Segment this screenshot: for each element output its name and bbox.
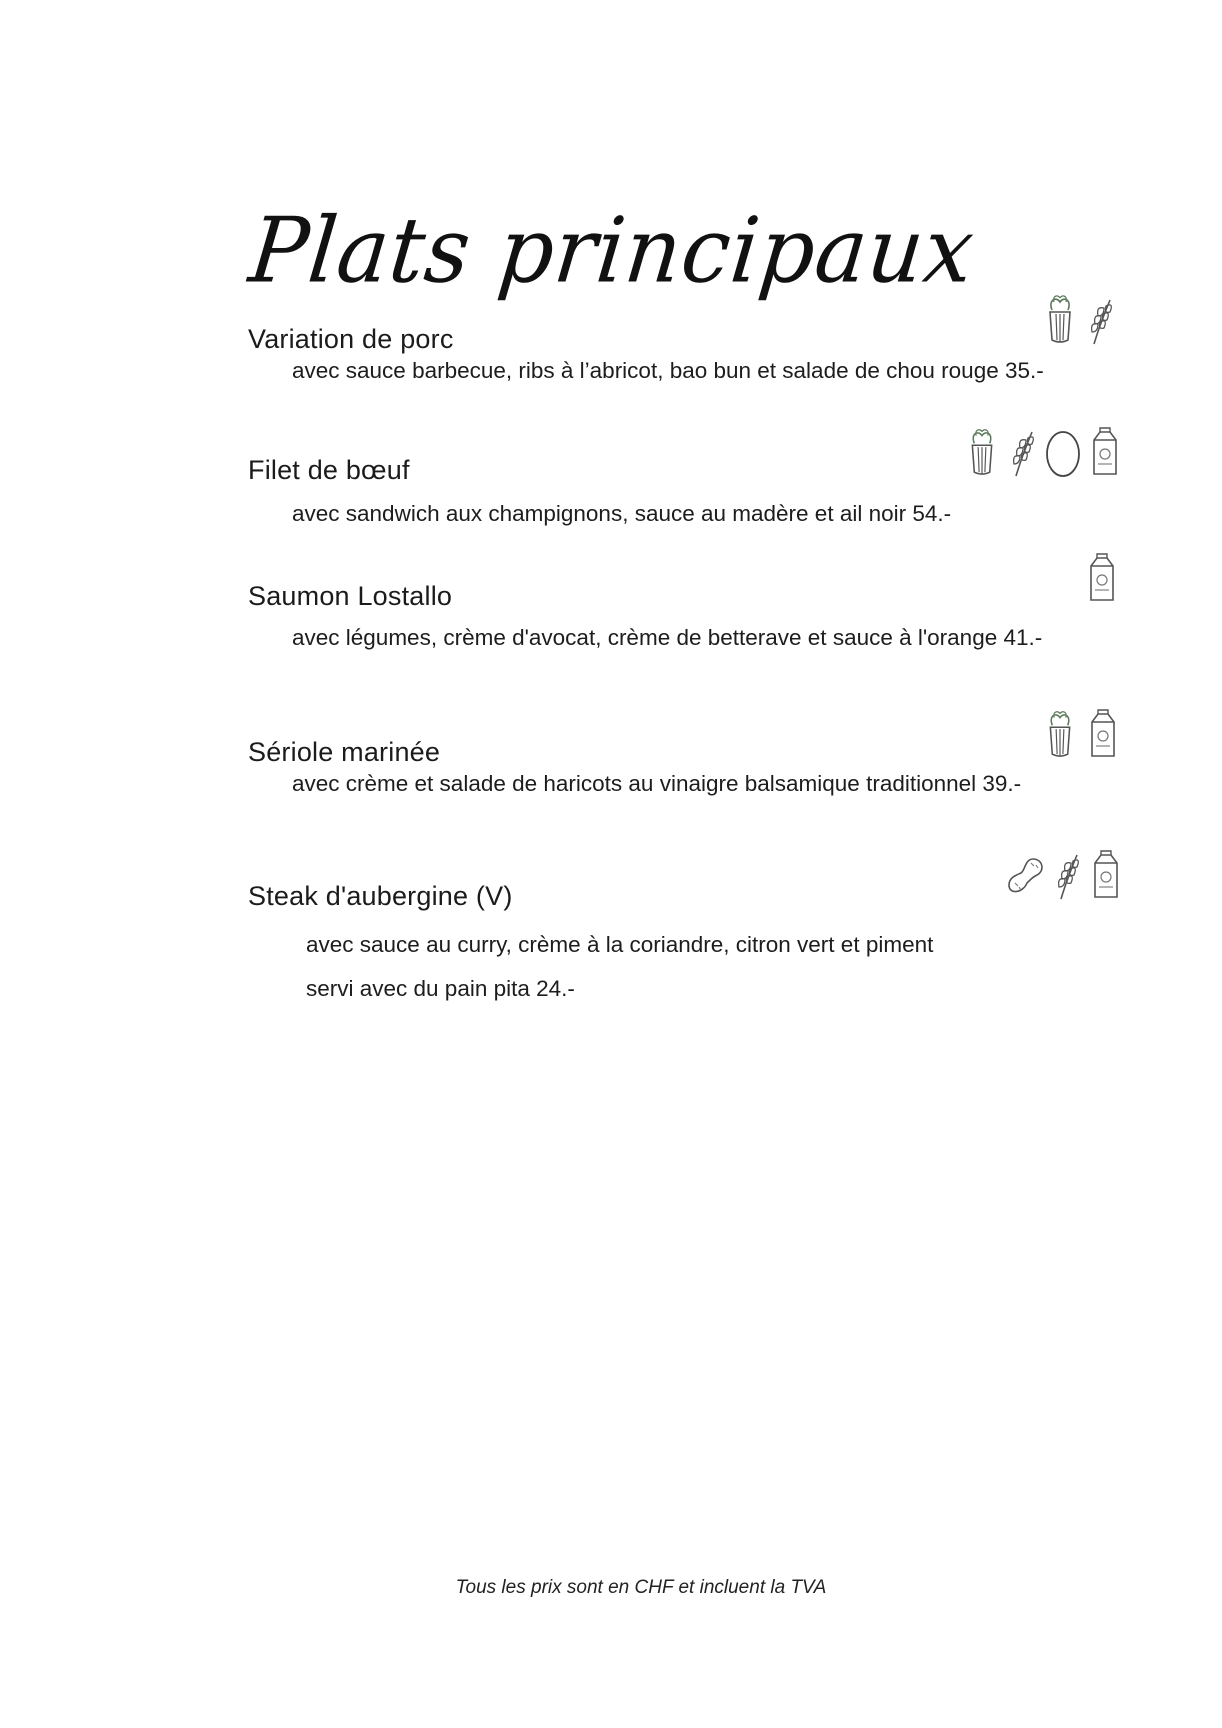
dish-description: avec crème et salade de haricots au vinaigre balsamique traditionnel 39.- bbox=[292, 771, 1022, 796]
celery-icon bbox=[962, 424, 1002, 478]
dish-name: Variation de porc bbox=[248, 324, 454, 354]
allergen-icons bbox=[1005, 849, 1123, 901]
allergen-icons bbox=[1040, 290, 1116, 346]
wheat-icon bbox=[1086, 294, 1116, 346]
allergen-icons bbox=[962, 424, 1122, 478]
menu-item bbox=[248, 879, 1128, 1011]
milk-icon bbox=[1085, 552, 1119, 604]
dish-name: Saumon Lostallo bbox=[248, 581, 453, 611]
peanut-icon bbox=[1005, 853, 1047, 901]
dish-name: Steak d'aubergine (V) bbox=[248, 881, 513, 911]
dish-description-line: servi avec du pain pita 24.- bbox=[306, 976, 575, 1001]
milk-icon bbox=[1086, 708, 1120, 760]
dish-description-line: avec sauce au curry, crème à la coriandre, citron vert et piment bbox=[306, 932, 934, 957]
allergen-icons bbox=[1040, 706, 1120, 760]
dish-description: avec sandwich aux champignons, sauce au madère et ail noir 54.- bbox=[292, 501, 952, 526]
price-note: Tous les prix sont en CHF et incluent la TVA bbox=[455, 1577, 827, 1598]
milk-icon bbox=[1088, 426, 1122, 478]
dish-description: avec légumes, crème d'avocat, crème de betterave et sauce à l'orange 41.- bbox=[292, 625, 1043, 650]
wheat-icon bbox=[1053, 849, 1083, 901]
menu-item bbox=[248, 579, 1128, 653]
wheat-icon bbox=[1008, 426, 1038, 478]
dish-name: Sériole marinée bbox=[248, 737, 441, 767]
celery-icon bbox=[1040, 290, 1080, 346]
menu-item bbox=[248, 322, 1128, 386]
dish-description: avec sauce barbecue, ribs à l’abricot, bao bun et salade de chou rouge 35.- bbox=[292, 358, 1044, 383]
page-title: Plats principaux bbox=[244, 198, 980, 304]
allergen-icons bbox=[1085, 552, 1119, 604]
menu-item bbox=[248, 735, 1128, 799]
celery-icon bbox=[1040, 706, 1080, 760]
dish-name: Filet de bœuf bbox=[248, 455, 410, 485]
milk-icon bbox=[1089, 849, 1123, 901]
egg-icon bbox=[1044, 426, 1082, 478]
